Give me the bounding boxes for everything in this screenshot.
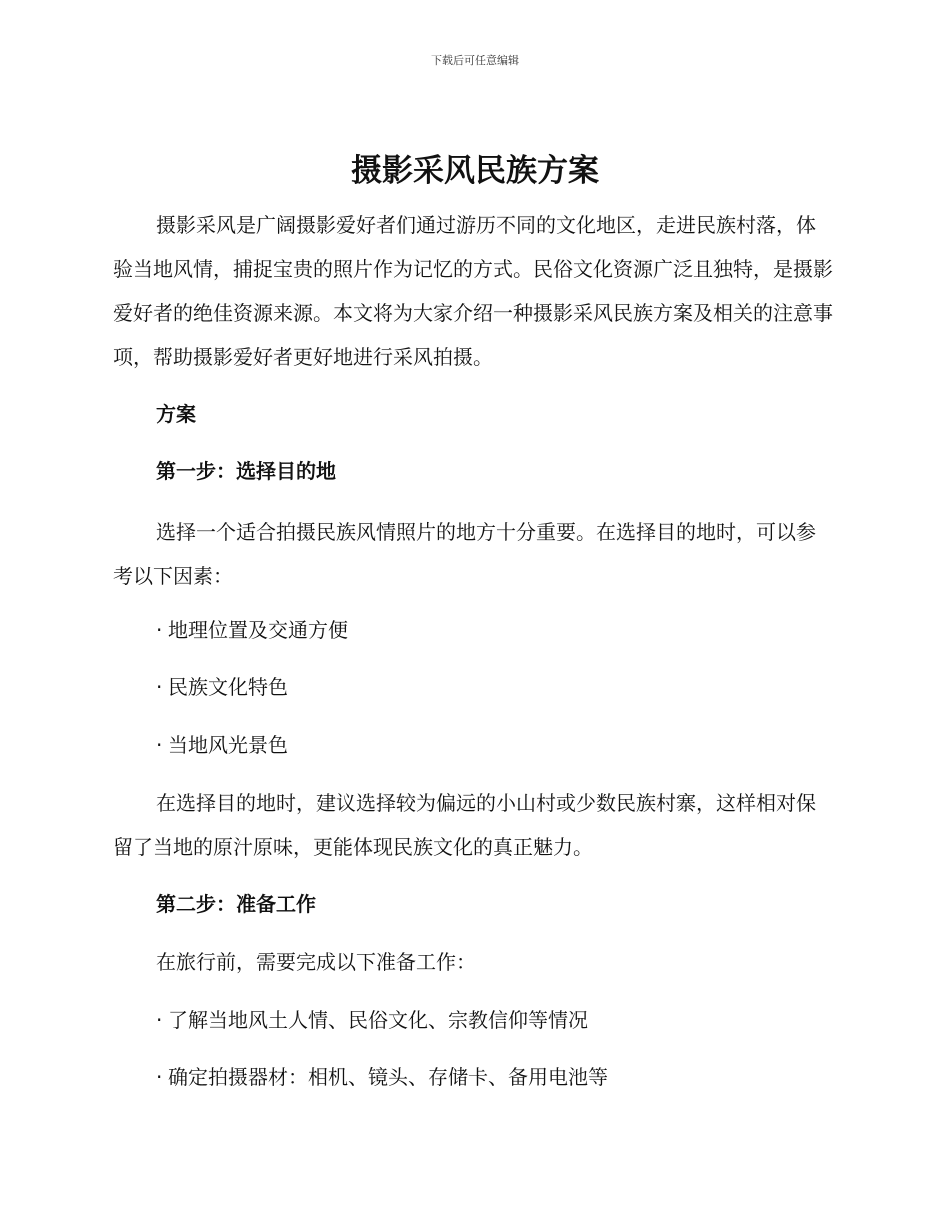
bullet-dot: · (156, 618, 163, 642)
step2-bullet-item (156, 1063, 608, 1092)
bullet-text: 地理位置及交通方便 (168, 618, 348, 642)
step2-bullet-item (156, 1006, 588, 1035)
header-note: 下载后可任意编辑 (431, 54, 519, 67)
bullet-dot: · (156, 1008, 163, 1032)
bullet-dot: · (156, 675, 163, 699)
bullet-dot: · (156, 733, 163, 757)
document-title: 摄影采风民族方案 (351, 153, 599, 189)
step1-bullet-item (156, 673, 288, 702)
bullet-text: 了解当地风土人情、民俗文化、宗教信仰等情况 (168, 1008, 588, 1032)
step1-bullet-item (156, 616, 348, 645)
bullet-dot: · (156, 1065, 163, 1089)
step1-paragraph: 选择一个适合拍摄民族风情照片的地方十分重要。在选择目的地时，可以参考以下因素： (113, 520, 816, 588)
step1-bullet-item (156, 731, 288, 760)
step1-closing-paragraph: 在选择目的地时，建议选择较为偏远的小山村或少数民族村寨，这样相对保留了当地的原汁原味，更能体现民族文化的真正魅力。 (113, 791, 816, 859)
bullet-text: 民族文化特色 (168, 675, 288, 699)
step2-heading: 第二步：准备工作 (156, 892, 316, 916)
section-heading: 方案 (156, 402, 196, 426)
step1-heading: 第一步：选择目的地 (156, 459, 336, 483)
bullet-text: 确定拍摄器材：相机、镜头、存储卡、备用电池等 (168, 1065, 608, 1089)
intro-paragraph: 摄影采风是广阔摄影爱好者们通过游历不同的文化地区，走进民族村落，体验当地风情，捕捉宝贵的照片作为记忆的方式。民俗文化资源广泛且独特，是摄影爱好者的绝佳资源来源。本文将为大家介绍一种摄影采风民族方案及相关的注意事项，帮助摄影爱好者更好地进行采风拍摄。 (113, 213, 833, 369)
step2-paragraph: 在旅行前，需要完成以下准备工作： (156, 950, 476, 974)
bullet-text: 当地风光景色 (168, 733, 288, 757)
